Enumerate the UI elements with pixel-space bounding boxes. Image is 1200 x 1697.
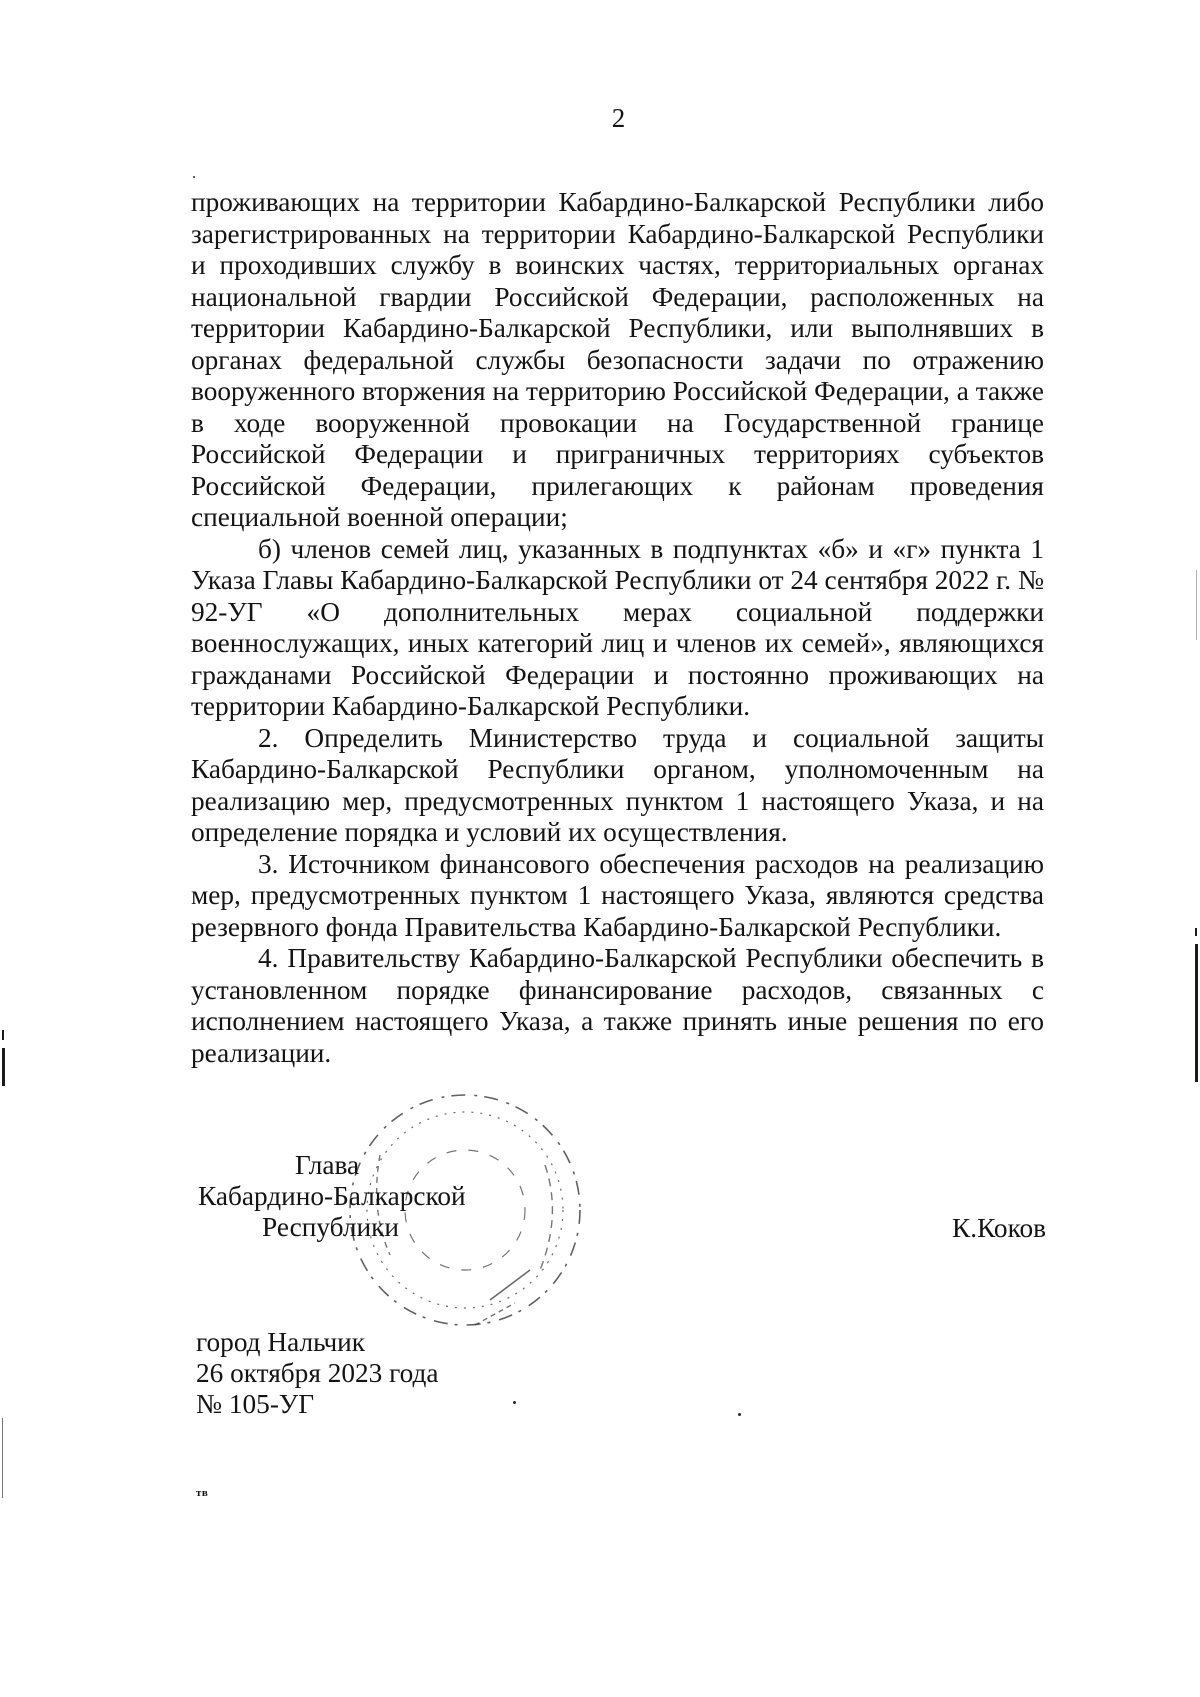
signatory-name: К.Коков <box>952 1213 1046 1243</box>
paragraph-item-4: 4. Правительству Кабардино-Балкарской Республики обеспечить в установленном порядке финансирование расходов, связанных с исполнением настоящего Указа, а также принять иные решения по его реализации. <box>191 943 1044 1068</box>
decree-body <box>191 187 1044 1069</box>
signatory-title-line2: Кабардино-Балкарской <box>198 1181 466 1211</box>
scan-speck <box>193 176 195 178</box>
place-and-date <box>196 1327 439 1420</box>
scan-edge-line-left <box>2 1418 3 1498</box>
scan-speck <box>738 1413 741 1416</box>
paragraph-subitem-b: б) членов семей лиц, указанных в подпунктах «б» и «г» пункта 1 Указа Главы Кабардино-Балкарской Республики от 24 сентября 2022 г. № 92-УГ «О дополнительных мерах социальной поддержки военнослужащих, иных категорий лиц и членов их семей», являющихся гражданами Российской Федерации и постоянно проживающих на территории Кабардино-Балкарской Республики. <box>191 533 1044 721</box>
scan-speck <box>513 1401 516 1404</box>
scan-edge-mark-left-small <box>2 1030 4 1040</box>
footer-mark: тв <box>196 1487 209 1499</box>
signatory-title-line3: Республики <box>262 1212 399 1242</box>
scan-edge-mark-right-small <box>1195 928 1197 936</box>
page-number: 2 <box>611 103 626 133</box>
scan-edge-mark-left <box>2 1048 5 1086</box>
place: город Нальчик <box>196 1327 366 1357</box>
decree-number: № 105-УГ <box>196 1389 315 1419</box>
scan-edge-line-right <box>1196 570 1197 640</box>
paragraph-continuation: проживающих на территории Кабардино-Балкарской Республики либо зарегистрированных на территории Кабардино-Балкарской Республики и проходивших службу в воинских частях, территориальных органах национальной гвардии Российской Федерации, расположенных на территории Кабардино-Балкарской Республики, или выполнявших в органах федеральной службы безопасности задачи по отражению вооруженного вторжения на территорию Российской Федерации, а также в ходе вооруженной провокации на Государственной границе Российской Федерации и приграничных территориях субъектов Российской Федерации, прилегающих к районам проведения специальной военной операции; <box>191 187 1044 532</box>
scan-edge-mark-right <box>1195 944 1198 1082</box>
date: 26 октября 2023 года <box>196 1358 439 1388</box>
signatory-title <box>191 1150 531 1243</box>
paragraph-item-3: 3. Источником финансового обеспечения расходов на реализацию мер, предусмотренных пунктом 1 настоящего Указа, являются средства резервного фонда Правительства Кабардино-Балкарской Республики. <box>191 848 1044 942</box>
signatory-title-line1: Глава <box>295 1150 360 1180</box>
paragraph-item-2: 2. Определить Министерство труда и социальной защиты Кабардино-Балкарской Республики органом, уполномоченным на реализацию мер, предусмотренных пунктом 1 настоящего Указа, и на определение порядка и условий их осуществления. <box>191 722 1044 847</box>
